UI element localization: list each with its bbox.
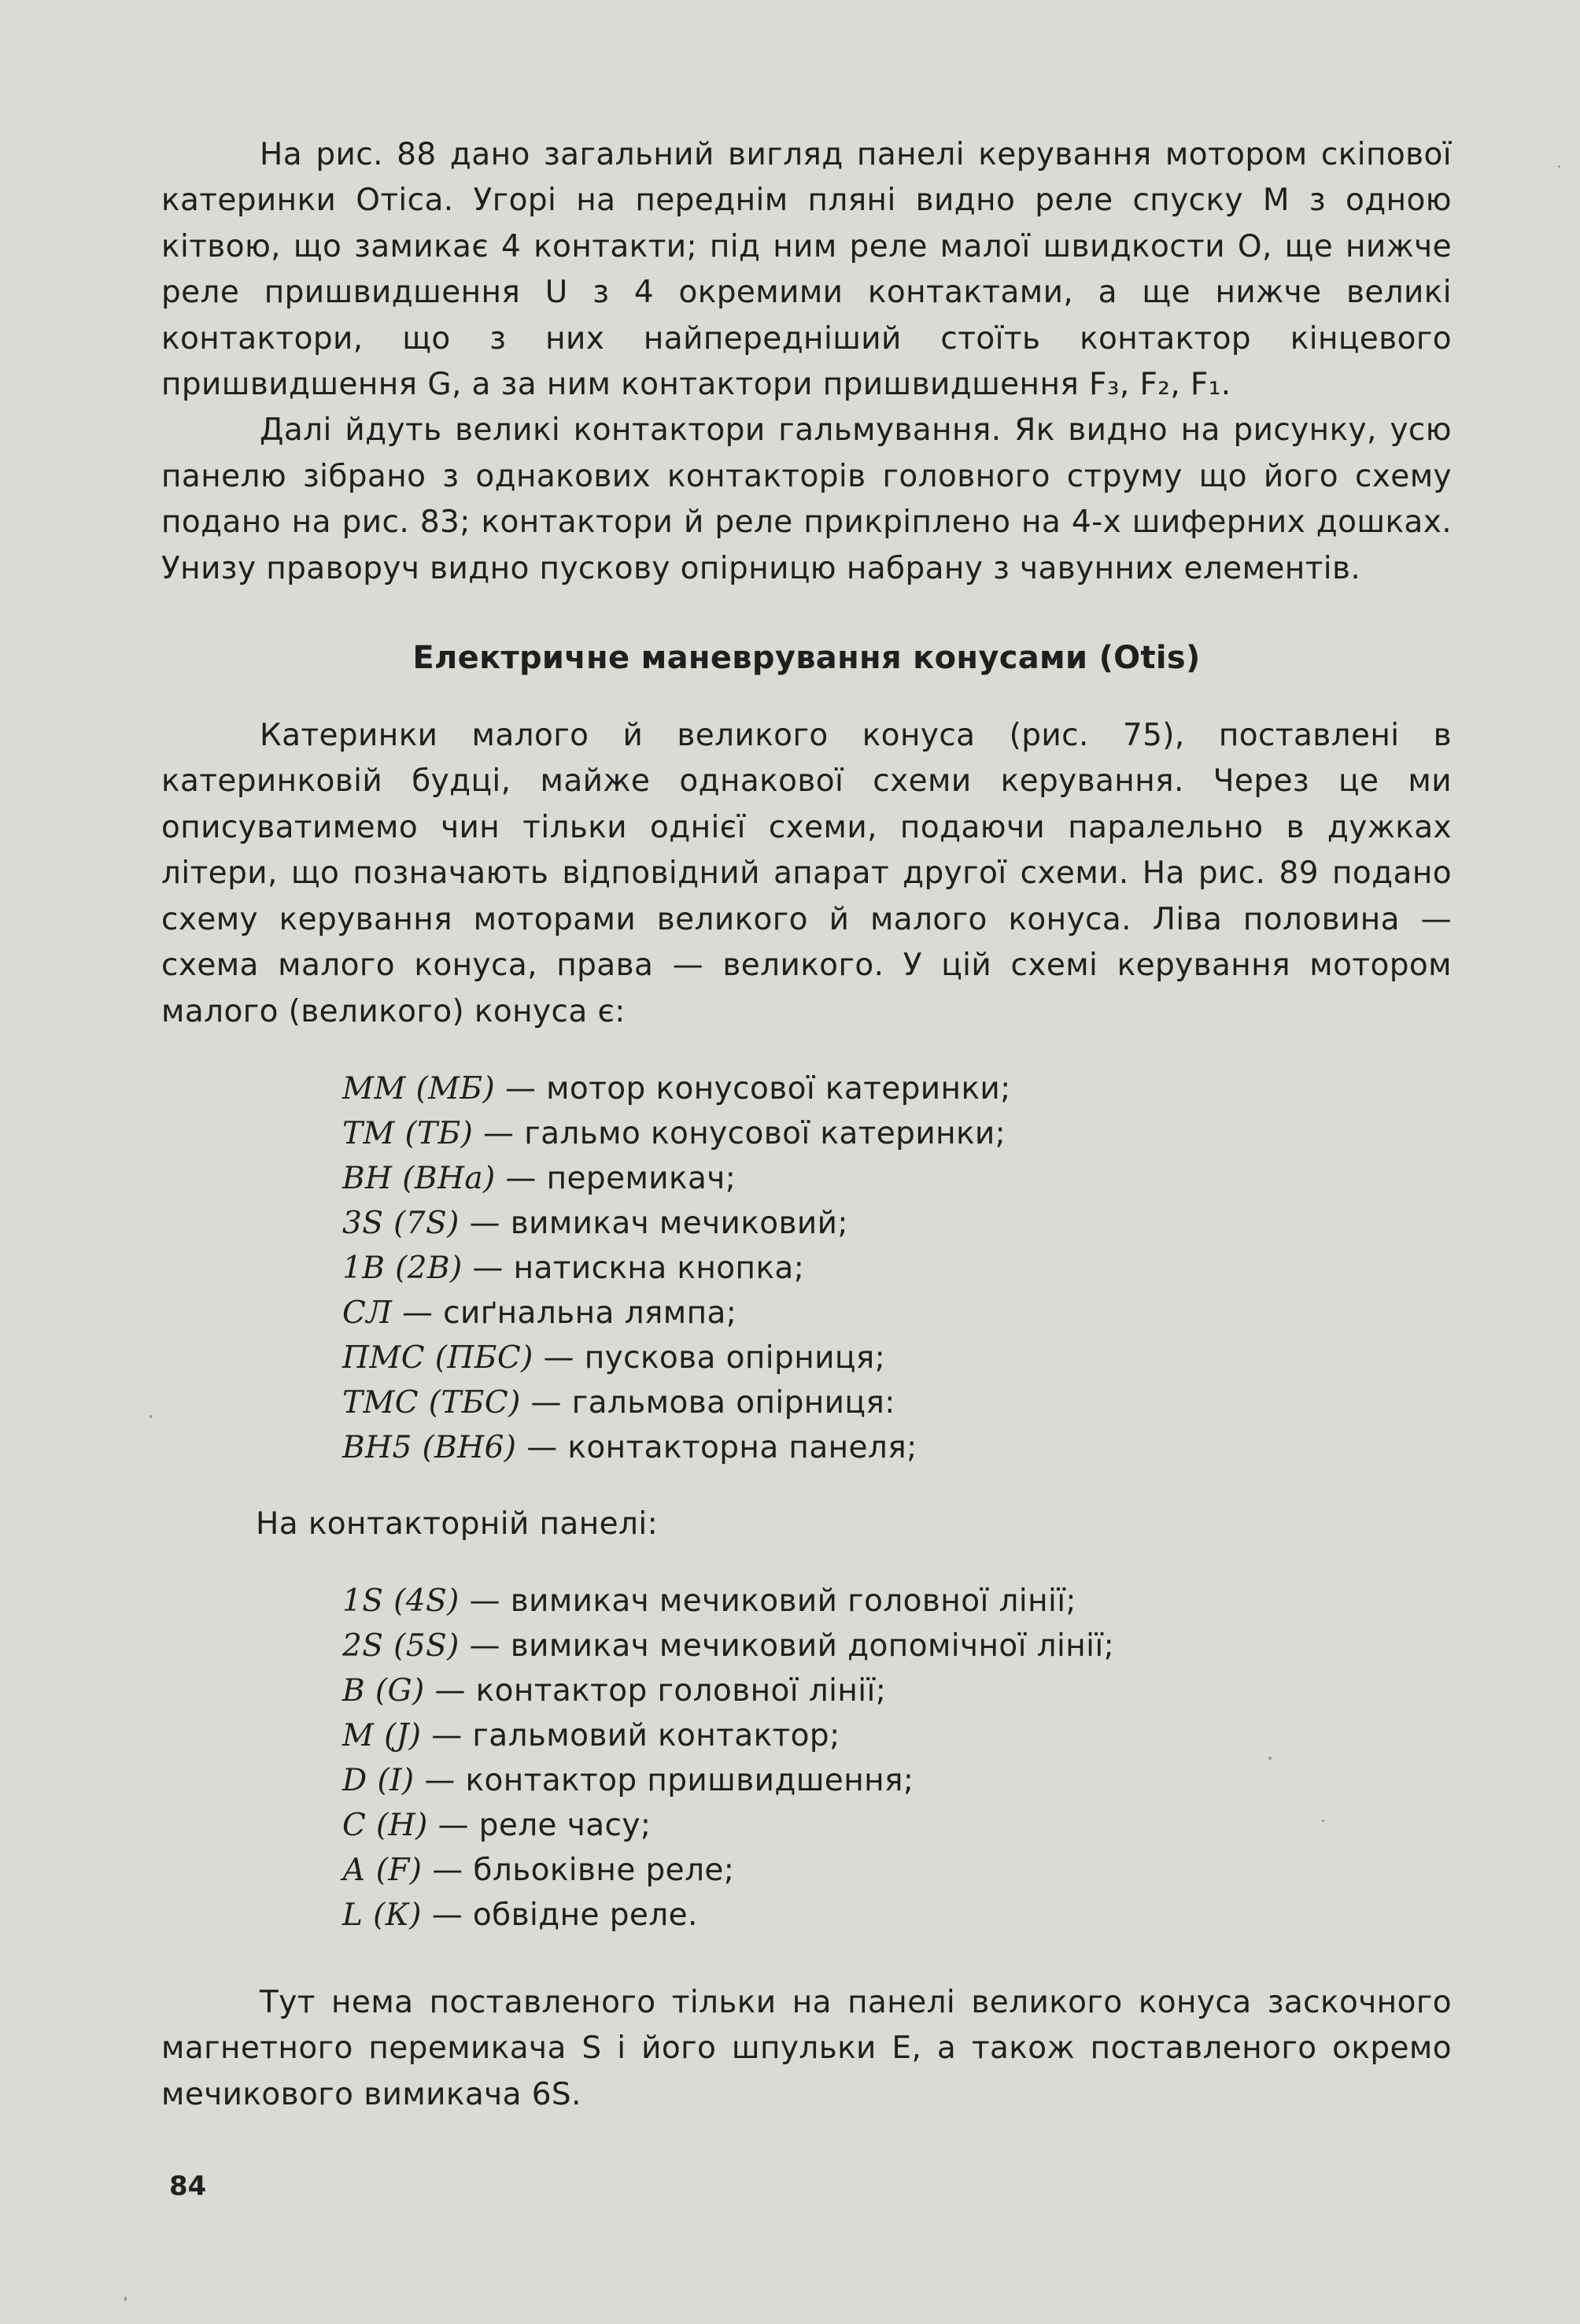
legend-description: — гальмовий контактор;	[421, 1717, 840, 1753]
legend-description: — контактор пришвидшення;	[414, 1762, 914, 1798]
spacer	[161, 1547, 1452, 1579]
legend-item	[342, 1848, 1452, 1893]
legend-description: — натискна кнопка;	[462, 1250, 805, 1286]
spacer	[161, 1938, 1452, 1980]
legend-symbol: ВН (ВНа)	[342, 1160, 496, 1196]
page-number: 84	[169, 2171, 207, 2202]
legend-description: — вимикач мечиковий головної лінії;	[459, 1583, 1076, 1619]
legend-description: — вимикач мечиковий допомічної лінії;	[459, 1628, 1115, 1664]
spacer	[161, 1035, 1452, 1066]
legend-description: — обвідне реле.	[421, 1897, 698, 1933]
legend-symbol: ММ (МБ)	[342, 1070, 496, 1107]
legend-description: — сиґнальна лямпа;	[392, 1295, 737, 1331]
legend-symbol: ТМ (ТБ)	[342, 1115, 474, 1151]
legend-symbol: D (I)	[342, 1762, 415, 1798]
scan-speck	[1558, 165, 1560, 168]
legend-main-list	[161, 1066, 1452, 1470]
legend-description: — контакторна панеля;	[516, 1429, 917, 1465]
legend-description: — перемикач;	[495, 1160, 736, 1196]
legend-item	[342, 1201, 1452, 1246]
legend-item	[342, 1291, 1452, 1336]
paragraph-braking-contactors: Далі йдуть великі контактори гальмування. Як видно на рисунку, усю панелю зібрано з однакових контакторів головного струму що його схему подано на рис. 83; контактори й реле прикріплено на 4-х шиферних дошках. Унизу праворуч видно пускову опірницю набрану з чавунних елементів.	[161, 412, 1452, 586]
page-content	[161, 132, 1452, 2118]
legend-item	[342, 1066, 1452, 1111]
legend-item	[342, 1336, 1452, 1380]
legend-item	[342, 1380, 1452, 1425]
legend-item	[342, 1713, 1452, 1758]
legend-symbol: 3S (7S)	[342, 1205, 460, 1241]
legend-symbol: 2S (5S)	[342, 1628, 460, 1664]
legend-symbol: А (F)	[342, 1852, 423, 1888]
legend-description: — бльоківне реле;	[422, 1852, 735, 1888]
scan-speck	[150, 1415, 152, 1418]
spacer	[161, 1470, 1452, 1502]
spacer	[161, 592, 1452, 634]
legend-item	[342, 1803, 1452, 1848]
legend-description: — гальмова опірниця:	[520, 1384, 895, 1421]
scan-speck	[1322, 1820, 1324, 1822]
spacer	[161, 682, 1452, 713]
paragraph-panel-overview: На рис. 88 дано загальний вигляд панелі керування мотором скіпової катеринки Отіса. Угорі на переднім пляні видно реле спуску М з одною кітвою, що замикає 4 контакти; під ним реле малої швидкости O, ще нижче реле пришвидшення U з 4 окремими контактами, а ще нижче великі контактори, що з них найпередніший стоїть контактор кінцевого пришвидшення G, а за ним контактори пришвидшення F₃, F₂, F₁.	[161, 137, 1452, 403]
legend-symbol: 1В (2В)	[342, 1250, 463, 1286]
legend-symbol: ТМС (ТБС)	[342, 1384, 521, 1421]
legend-symbol: В (G)	[342, 1672, 425, 1709]
legend-item	[342, 1579, 1452, 1624]
legend-description: — пускова опірниця;	[533, 1339, 886, 1376]
legend-symbol: L (К)	[342, 1897, 422, 1933]
legend-symbol: СЛ	[342, 1295, 393, 1331]
legend-symbol: М (J)	[342, 1717, 422, 1753]
legend-symbol: ПМС (ПБС)	[342, 1339, 533, 1376]
section-heading: Електричне маневрування конусами (Otis)	[412, 640, 1201, 677]
legend-item	[342, 1893, 1452, 1938]
legend-item	[342, 1624, 1452, 1668]
legend-item	[342, 1156, 1452, 1201]
legend-item	[342, 1668, 1452, 1713]
paragraph-cone-hoists: Катеринки малого й великого конуса (рис. 75), поставлені в катеринковій будці, майже однакової схеми керування. Через це ми описуватимемо чин тільки однієї схеми, подаючи паралельно в дужках літери, що позначають відповідний апарат другої схеми. На рис. 89 подано схему керування моторами великого й малого конуса. Ліва половина — схема малого конуса, права — великого. У цій схемі керування мотором малого (великого) конуса є:	[161, 718, 1452, 1029]
legend-description: — мотор конусової катеринки;	[495, 1070, 1011, 1107]
legend-item	[342, 1246, 1452, 1291]
legend-description: — вимикач мечиковий;	[459, 1205, 848, 1241]
legend-symbol: 1S (4S)	[342, 1583, 460, 1619]
legend-description: — гальмо конусової катеринки;	[473, 1115, 1006, 1151]
scan-speck	[1268, 1757, 1272, 1760]
legend-symbol: ВН5 (ВН6)	[342, 1429, 517, 1465]
subheading-contactor-panel: На контакторній панелі:	[256, 1506, 659, 1542]
legend-item	[342, 1111, 1452, 1156]
legend-panel-list	[161, 1579, 1452, 1938]
scan-speck	[124, 2296, 127, 2301]
paragraph-closing-note: Тут нема поставленого тільки на панелі великого конуса заскочного магнетного перемикача S і його шпульки E, а також поставленого окремо мечикового вимикача 6S.	[161, 1984, 1452, 2112]
legend-description: — контактор головної лінії;	[424, 1672, 887, 1709]
legend-symbol: С (Н)	[342, 1807, 428, 1843]
legend-item	[342, 1425, 1452, 1470]
legend-description: — реле часу;	[427, 1807, 652, 1843]
legend-item	[342, 1758, 1452, 1803]
